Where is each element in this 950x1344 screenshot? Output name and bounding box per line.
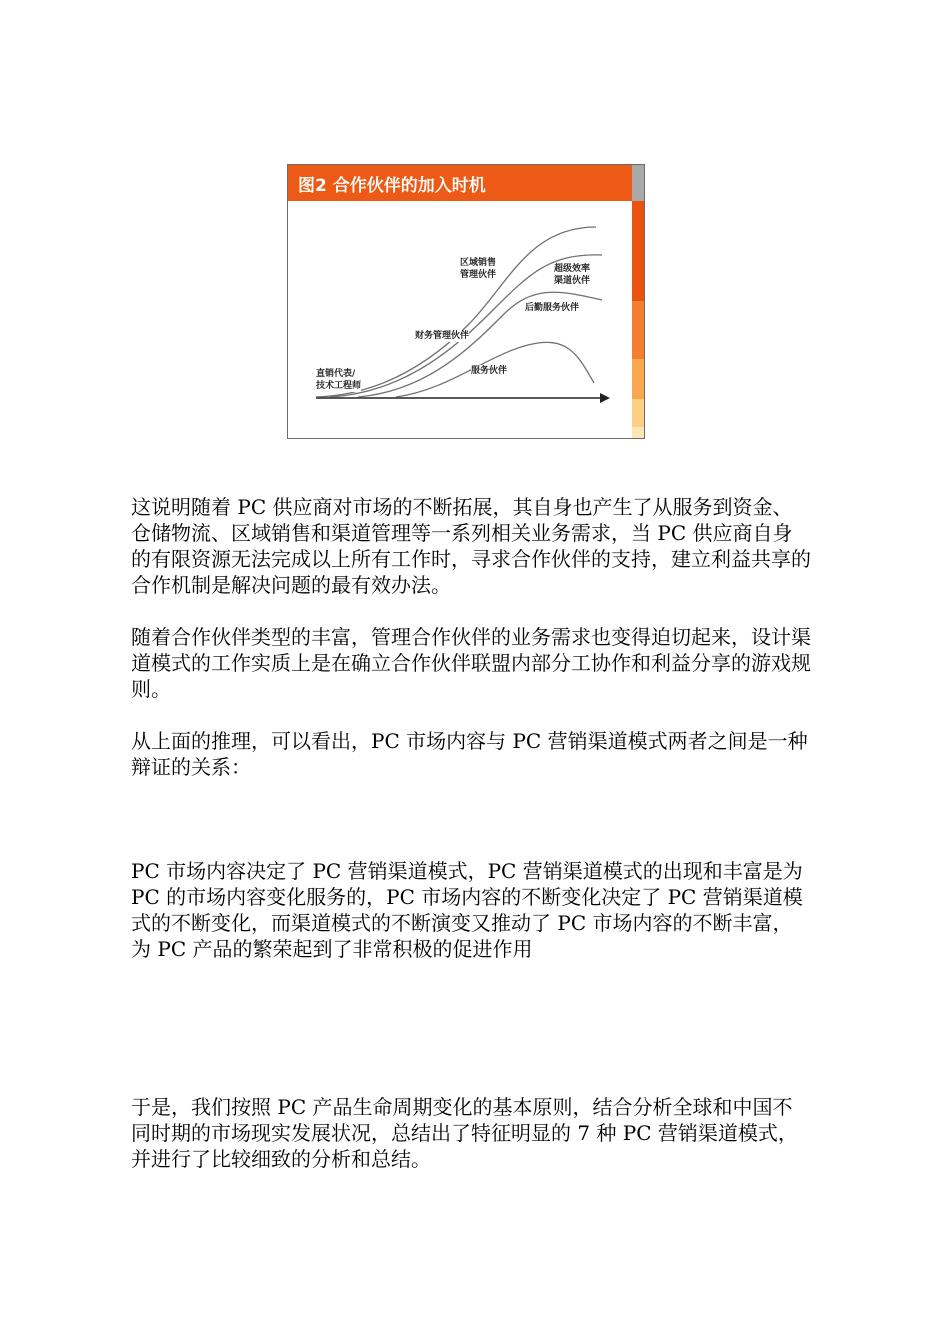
paragraph: 从上面的推理，可以看出，PC 市场内容与 PC 营销渠道模式两者之间是一种辩证的关系： [131, 729, 808, 779]
label-line: 渠道伙伴 [554, 276, 591, 286]
label-super-efficiency-partner [554, 263, 590, 287]
paragraph: 这说明随着 PC 供应商对市场的不断拓展，其自身也产生了从服务到资金、仓储物流、区域销售和渠道管理等一系列相关业务需求，当 PC 供应商自身的有限资源无法完成以上所有工作时，寻求合作伙伴的支持，建立利益共享的合作机制是解决问题的最有效办法。 [131, 495, 811, 597]
label-line: 直销代表/ [316, 369, 356, 379]
figure-title: 图2 合作伙伴的加入时机 [298, 176, 486, 196]
label-line: 区域销售 [460, 258, 497, 268]
curves-diagram [288, 165, 644, 438]
label-regional-partner [460, 257, 496, 281]
partner-timing-figure [287, 164, 645, 439]
arrowhead-icon [600, 393, 610, 403]
paragraph: 随着合作伙伴类型的丰富，管理合作伙伴的业务需求也变得迫切起来，设计渠道模式的工作实质上是在确立合作伙伴联盟内部分工协作和利益分享的游戏规则。 [131, 625, 811, 701]
label-direct-sales [316, 368, 361, 392]
paragraph: 于是，我们按照 PC 产品生命周期变化的基本原则，结合分析全球和中国不同时期的市场现实发展状况，总结出了特征明显的 7 种 PC 营销渠道模式，并进行了比较细致的分析和总结。 [131, 1095, 798, 1171]
paragraph: PC 市场内容决定了 PC 营销渠道模式，PC 营销渠道模式的出现和丰富是为 PC 的市场内容变化服务的，PC 市场内容的不断变化决定了 PC 营销渠道模式的不断变化，而渠道模式的不断演变又推动了 PC 市场内容的不断丰富，为 PC 产品的繁荣起到了非常积极的促进作用 [131, 859, 803, 961]
label-line: 超级效率 [554, 264, 591, 274]
label-line: 技术工程师 [316, 381, 362, 391]
label-service-partner: 服务伙伴 [471, 366, 508, 376]
label-line: 管理伙伴 [460, 270, 497, 280]
label-logistics-partner: 后勤服务伙伴 [525, 303, 580, 313]
label-finance-partner: 财务管理伙伴 [415, 331, 470, 341]
